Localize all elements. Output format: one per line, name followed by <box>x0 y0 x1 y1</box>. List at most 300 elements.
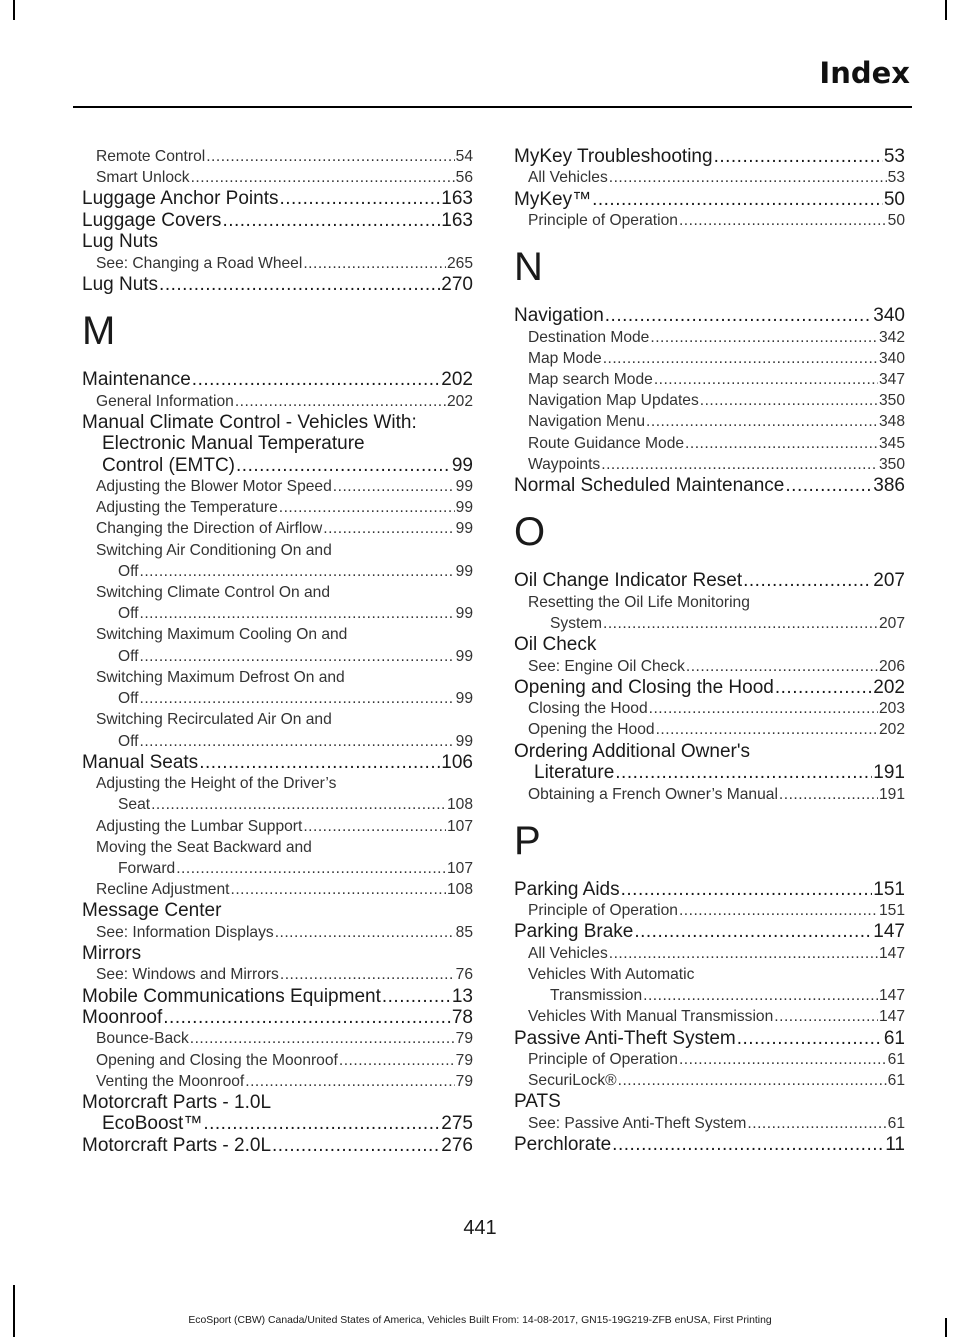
dot-leader <box>275 922 455 943</box>
page-ref: 107 <box>446 859 473 877</box>
dot-leader <box>621 879 873 900</box>
index-entry <box>82 1135 473 1156</box>
crop-mark-bottom-left <box>13 1285 15 1337</box>
page-ref: 191 <box>873 762 905 784</box>
entry-leader-line <box>82 231 473 252</box>
entry-leader-line <box>96 561 473 582</box>
entry-leader-line <box>96 1071 473 1092</box>
page-ref: 79 <box>455 1051 473 1069</box>
dot-leader <box>685 433 878 454</box>
page-ref: 350 <box>878 392 905 410</box>
dot-leader <box>747 1113 886 1134</box>
entry-label: Literature <box>534 762 615 784</box>
dot-leader <box>649 698 878 719</box>
index-entry <box>82 1007 473 1028</box>
index-subentry <box>514 1113 905 1134</box>
entry-line: Vehicles With Automatic <box>528 965 695 983</box>
dot-leader <box>280 964 455 985</box>
entry-leader-line <box>528 698 905 719</box>
index-column-right <box>514 146 905 1155</box>
entry-leader-line <box>96 603 473 624</box>
entry-label: Closing the Hood <box>528 700 648 718</box>
entry-label: PATS <box>514 1091 561 1113</box>
page-ref: 276 <box>441 1134 473 1156</box>
dot-leader <box>775 677 872 698</box>
entry-leader-line <box>514 634 905 655</box>
dot-leader <box>191 167 455 188</box>
dot-leader <box>603 613 878 634</box>
index-entry <box>82 986 473 1007</box>
page-ref: 50 <box>887 212 905 230</box>
entry-label: Navigation Menu <box>528 413 646 431</box>
page-ref: 99 <box>455 732 473 750</box>
index-entry <box>514 305 905 326</box>
dot-leader <box>643 985 878 1006</box>
entry-leader-line <box>82 274 473 295</box>
entry-leader-line <box>514 1028 905 1049</box>
index-subentry <box>82 964 473 985</box>
index-subentry <box>82 837 473 879</box>
page-ref: 56 <box>455 169 473 187</box>
entry-leader-line <box>96 518 473 539</box>
entry-label: Adjusting the Lumbar Support <box>96 817 303 835</box>
dot-leader <box>303 253 446 274</box>
index-subentry <box>82 167 473 188</box>
entry-leader-line <box>96 816 473 837</box>
entry-label: Opening and Closing the Hood <box>514 676 774 698</box>
index-subentry <box>514 1049 905 1070</box>
entry-label: Manual Seats <box>82 751 199 773</box>
entry-label: See: Changing a Road Wheel <box>96 254 303 272</box>
entry-leader-line <box>96 253 473 274</box>
entry-label: All Vehicles <box>528 169 608 187</box>
page-ref: 147 <box>878 1008 905 1026</box>
page-ref: 99 <box>451 454 473 476</box>
entry-leader-line <box>528 390 905 411</box>
index-entry <box>514 1134 905 1155</box>
index-entry <box>82 231 473 252</box>
page-ref: 163 <box>441 188 473 210</box>
entry-label: Vehicles With Manual Transmission <box>528 1008 774 1026</box>
entry-line: Motorcraft Parts - 1.0L <box>82 1091 272 1113</box>
dot-leader <box>609 943 878 964</box>
index-entry <box>514 921 905 942</box>
entry-label: Off <box>118 732 139 750</box>
page-ref: 79 <box>455 1030 473 1048</box>
entry-leader-line <box>514 305 905 326</box>
dot-leader <box>323 518 454 539</box>
index-subentry <box>82 391 473 412</box>
dot-leader <box>785 475 872 496</box>
entry-line: Manual Climate Control - Vehicles With: <box>82 411 417 433</box>
index-entry <box>82 752 473 773</box>
entry-label: Off <box>118 605 139 623</box>
page-ref: 265 <box>446 254 473 272</box>
entry-label: Destination Mode <box>528 328 650 346</box>
dot-leader <box>774 1006 878 1027</box>
entry-label: Opening the Hood <box>528 721 655 739</box>
entry-line: Ordering Additional Owner's <box>514 740 750 762</box>
index-subentry <box>82 146 473 167</box>
dot-leader <box>280 188 441 209</box>
entry-leader-line <box>528 656 905 677</box>
entry-label: Parking Brake <box>514 921 634 943</box>
entry-label: Principle of Operation <box>528 212 678 230</box>
crop-mark-top-right <box>945 0 947 20</box>
page-ref: 147 <box>873 921 905 943</box>
dot-leader <box>236 455 451 476</box>
entry-label: See: Passive Anti-Theft System <box>528 1114 747 1132</box>
page-title: Index <box>819 56 910 90</box>
page-ref: 345 <box>878 434 905 452</box>
entry-label: General Information <box>96 392 234 410</box>
page-ref: 386 <box>873 475 905 497</box>
entry-label: Navigation Map Updates <box>528 392 699 410</box>
index-entry <box>514 741 905 784</box>
entry-label: EcoBoost™ <box>102 1113 203 1135</box>
index-entry <box>514 1028 905 1049</box>
entry-line: Switching Climate Control On and <box>96 584 331 602</box>
index-subentry <box>82 1050 473 1071</box>
entry-leader-line <box>96 794 473 815</box>
entry-line: Adjusting the Height of the Driver’s <box>96 775 337 793</box>
entry-label: Lug Nuts <box>82 231 159 253</box>
crop-mark-top-left <box>13 0 15 20</box>
entry-leader-line <box>82 210 473 231</box>
entry-label: Route Guidance Mode <box>528 434 685 452</box>
index-entry <box>514 146 905 167</box>
dot-leader <box>206 146 454 167</box>
index-subentry <box>514 348 905 369</box>
index-entry <box>82 210 473 231</box>
index-subentry <box>514 656 905 677</box>
entry-label: Obtaining a French Owner’s Manual <box>528 785 778 803</box>
entry-leader-line <box>82 752 473 773</box>
index-subentry <box>514 784 905 805</box>
entry-label: Normal Scheduled Maintenance <box>514 475 785 497</box>
page-ref: 206 <box>878 657 905 675</box>
entry-line: Switching Air Conditioning On and <box>96 541 332 559</box>
entry-label: See: Engine Oil Check <box>528 657 685 675</box>
page-ref: 99 <box>455 499 473 517</box>
entry-label: Map search Mode <box>528 371 653 389</box>
dot-leader <box>199 752 440 773</box>
entry-line: Electronic Manual Temperature <box>102 433 365 455</box>
dot-leader <box>140 646 455 667</box>
page-ref: 99 <box>455 690 473 708</box>
entry-leader-line <box>96 964 473 985</box>
entry-label: Maintenance <box>82 369 191 391</box>
index-column-left <box>82 146 473 1156</box>
index-subentry <box>514 454 905 475</box>
page-ref: 99 <box>455 520 473 538</box>
section-letter: N <box>514 245 543 290</box>
index-subentry <box>514 433 905 454</box>
entry-leader-line <box>82 986 473 1007</box>
page-ref: 54 <box>455 148 473 165</box>
entry-leader-line <box>514 475 905 496</box>
entry-leader-line <box>514 570 905 591</box>
entry-leader-line <box>82 188 473 209</box>
index-entry <box>82 369 473 390</box>
dot-leader <box>679 900 878 921</box>
index-entry <box>514 475 905 496</box>
page-number: 441 <box>463 1217 497 1239</box>
page-ref: 76 <box>455 966 473 984</box>
entry-leader-line <box>528 348 905 369</box>
index-subentry <box>82 922 473 943</box>
dot-leader <box>176 858 446 879</box>
index-subentry <box>514 698 905 719</box>
page-ref: 191 <box>878 785 905 803</box>
dot-leader <box>700 390 878 411</box>
dot-leader <box>339 1050 455 1071</box>
dot-leader <box>272 1135 440 1156</box>
page-ref: 207 <box>873 570 905 592</box>
section-letter: O <box>514 510 546 555</box>
entry-leader-line <box>528 454 905 475</box>
entry-label: SecuriLock® <box>528 1072 617 1090</box>
dot-leader <box>714 146 883 167</box>
entry-leader-line <box>514 879 905 900</box>
index-entry <box>82 900 473 921</box>
page-ref: 61 <box>887 1072 905 1090</box>
entry-leader-line <box>96 1028 473 1049</box>
entry-label: Map Mode <box>528 349 602 367</box>
index-entry <box>514 570 905 591</box>
dot-leader <box>615 762 872 783</box>
entry-leader-line <box>82 369 473 390</box>
page-ref: 342 <box>878 328 905 346</box>
entry-line: Resetting the Oil Life Monitoring <box>528 593 750 611</box>
page-ref: 147 <box>878 944 905 962</box>
entry-label: Venting the Moonroof <box>96 1072 245 1090</box>
dot-leader <box>151 794 446 815</box>
page-ref: 85 <box>455 923 473 941</box>
dot-leader <box>686 656 878 677</box>
entry-leader-line <box>528 613 905 634</box>
page-ref: 147 <box>878 987 905 1005</box>
dot-leader <box>646 411 878 432</box>
dot-leader <box>203 1113 440 1134</box>
entry-leader-line <box>528 719 905 740</box>
index-subentry <box>514 210 905 231</box>
dot-leader <box>222 210 440 231</box>
index-entry <box>82 274 473 295</box>
index-subentry <box>514 327 905 348</box>
dot-leader <box>618 1070 887 1091</box>
dot-leader <box>303 816 446 837</box>
page-ref: 99 <box>455 647 473 665</box>
index-subentry <box>514 1070 905 1091</box>
entry-label: Off <box>118 690 139 708</box>
entry-label: Opening and Closing the Moonroof <box>96 1051 338 1069</box>
dot-leader <box>679 210 887 231</box>
entry-label: Mobile Communications Equipment <box>82 985 381 1007</box>
entry-label: Mirrors <box>82 942 142 964</box>
entry-label: MyKey Troubleshooting <box>514 146 713 167</box>
entry-label: See: Information Displays <box>96 923 274 941</box>
page-ref: 50 <box>883 188 905 210</box>
entry-leader-line <box>96 646 473 667</box>
entry-leader-line <box>528 1006 905 1027</box>
dot-leader <box>654 369 878 390</box>
entry-leader-line <box>528 369 905 390</box>
entry-label: Bounce-Back <box>96 1030 189 1048</box>
index-subentry <box>514 1006 905 1027</box>
entry-leader-line <box>514 762 905 783</box>
entry-leader-line <box>528 411 905 432</box>
section-letter: M <box>82 309 116 354</box>
page-ref: 151 <box>873 878 905 900</box>
entry-leader-line <box>82 455 473 476</box>
entry-leader-line <box>528 210 905 231</box>
page-ref: 340 <box>873 305 905 327</box>
entry-leader-line <box>96 688 473 709</box>
page-ref: 61 <box>887 1114 905 1132</box>
entry-leader-line <box>528 167 905 188</box>
entry-leader-line <box>96 391 473 412</box>
entry-leader-line <box>82 900 473 921</box>
entry-label: Motorcraft Parts - 2.0L <box>82 1134 272 1156</box>
page-ref: 11 <box>885 1133 905 1155</box>
entry-label: Luggage Covers <box>82 209 222 231</box>
index-entry <box>514 1091 905 1112</box>
dot-leader <box>163 1007 451 1028</box>
dot-leader <box>192 369 441 390</box>
entry-leader-line <box>514 1091 905 1112</box>
entry-line: Switching Maximum Defrost On and <box>96 668 345 686</box>
index-entry <box>82 188 473 209</box>
entry-label: System <box>550 615 602 633</box>
section-letter: P <box>514 818 541 863</box>
dot-leader <box>779 784 878 805</box>
entry-label: Transmission <box>550 987 643 1005</box>
dot-leader <box>140 688 455 709</box>
dot-leader <box>609 167 887 188</box>
entry-label: Passive Anti-Theft System <box>514 1027 736 1049</box>
dot-leader <box>605 305 873 326</box>
dot-leader <box>245 1071 454 1092</box>
entry-leader-line <box>96 476 473 497</box>
page-ref: 203 <box>878 700 905 718</box>
entry-leader-line <box>82 1135 473 1156</box>
entry-label: MyKey™ <box>514 188 592 210</box>
dot-leader <box>592 189 883 210</box>
entry-leader-line <box>96 167 473 188</box>
entry-label: Off <box>118 562 139 580</box>
index-entry <box>82 943 473 964</box>
dot-leader <box>634 921 872 942</box>
entry-label: Control (EMTC) <box>102 454 236 476</box>
entry-leader-line <box>528 900 905 921</box>
index-subentry <box>82 1071 473 1092</box>
dot-leader <box>382 986 451 1007</box>
entry-line: Switching Recirculated Air On and <box>96 711 332 729</box>
page-ref: 99 <box>455 605 473 623</box>
index-subentry <box>82 624 473 666</box>
entry-label: Changing the Direction of Airflow <box>96 520 323 538</box>
index-subentry <box>514 900 905 921</box>
index-entry <box>514 189 905 210</box>
entry-label: Forward <box>118 859 176 877</box>
entry-label: Principle of Operation <box>528 1050 678 1068</box>
index-subentry <box>82 879 473 900</box>
page-ref: 53 <box>887 169 905 187</box>
page-ref: 275 <box>441 1113 473 1135</box>
dot-leader <box>679 1049 887 1070</box>
dot-leader <box>279 497 455 518</box>
index-subentry <box>82 518 473 539</box>
dot-leader <box>743 570 872 591</box>
dot-leader <box>737 1028 883 1049</box>
entry-leader-line <box>96 146 473 167</box>
page-ref: 202 <box>446 392 473 410</box>
entry-leader-line <box>514 921 905 942</box>
page-ref: 340 <box>878 349 905 367</box>
index-subentry <box>514 369 905 390</box>
entry-leader-line <box>528 433 905 454</box>
entry-label: Principle of Operation <box>528 902 678 920</box>
entry-leader-line <box>528 1113 905 1134</box>
dot-leader <box>601 454 878 475</box>
dot-leader <box>612 1134 884 1155</box>
entry-leader-line <box>96 1050 473 1071</box>
entry-leader-line <box>96 922 473 943</box>
page-ref: 202 <box>878 721 905 739</box>
page-ref: 108 <box>446 881 473 899</box>
page-ref: 99 <box>455 562 473 580</box>
index-subentry <box>82 709 473 751</box>
page-ref: 61 <box>883 1027 905 1049</box>
entry-leader-line <box>96 858 473 879</box>
entry-label: Lug Nuts <box>82 273 159 295</box>
footer-publication-info: EcoSport (CBW) Canada/United States of America, Vehicles Built From: 14-08-2017, GN15-19G219-ZFB enUSA, First Printing <box>188 1315 772 1326</box>
index-subentry <box>514 964 905 1006</box>
entry-label: Smart Unlock <box>96 169 190 187</box>
entry-leader-line <box>528 943 905 964</box>
page-ref: 347 <box>878 371 905 389</box>
entry-label: Waypoints <box>528 455 601 473</box>
entry-label: Adjusting the Temperature <box>96 499 278 517</box>
index-subentry <box>82 1028 473 1049</box>
entry-label: Message Center <box>82 900 222 922</box>
index-subentry <box>514 719 905 740</box>
index-entry <box>514 879 905 900</box>
page-ref: 106 <box>441 751 473 773</box>
page-ref: 350 <box>878 455 905 473</box>
dot-leader <box>603 348 878 369</box>
entry-label: Off <box>118 647 139 665</box>
index-entry <box>82 1092 473 1135</box>
entry-line: Moving the Seat Backward and <box>96 838 312 856</box>
page-ref: 99 <box>455 478 473 496</box>
page-ref: 61 <box>887 1050 905 1068</box>
entry-label: Oil Change Indicator Reset <box>514 570 743 592</box>
page-ref: 207 <box>878 615 905 633</box>
entry-leader-line <box>82 1113 473 1134</box>
entry-label: Remote Control <box>96 148 206 165</box>
page-ref: 348 <box>878 413 905 431</box>
dot-leader <box>140 731 455 752</box>
index-subentry <box>82 497 473 518</box>
dot-leader <box>333 476 455 497</box>
header-rule <box>73 106 912 108</box>
index-subentry <box>82 540 473 582</box>
entry-leader-line <box>96 731 473 752</box>
entry-leader-line <box>514 146 905 167</box>
index-subentry <box>82 773 473 815</box>
